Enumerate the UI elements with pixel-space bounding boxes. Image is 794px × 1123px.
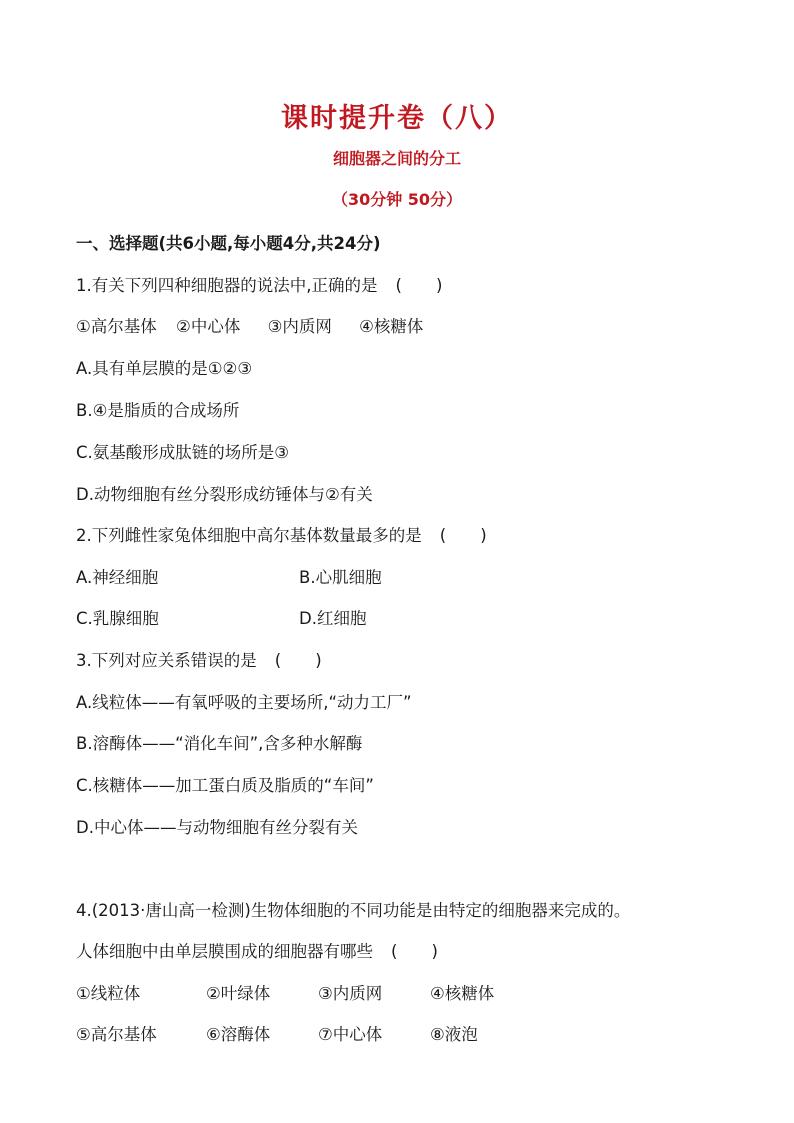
item: ⑤高尔基体 (76, 1025, 157, 1044)
question-2-options-row-1 (76, 564, 676, 588)
page-subtitle: 细胞器之间的分工 (332, 149, 461, 168)
answer-blank: ( ) (439, 526, 487, 545)
item: ②叶绿体 (206, 984, 271, 1003)
question-4-stem-line-2 (76, 938, 438, 962)
option-a: A.具有单层膜的是①②③ (76, 359, 253, 378)
question-stem-text: 1.有关下列四种细胞器的说法中,正确的是 (76, 276, 378, 295)
time-score-line: （30分钟 50分） (331, 190, 463, 209)
question-stem-text: 人体细胞中由单层膜围成的细胞器有哪些 (76, 942, 373, 961)
option-a: A.线粒体——有氧呼吸的主要场所,“动力工厂” (76, 693, 412, 712)
option-d: D.中心体——与动物细胞有丝分裂有关 (76, 818, 358, 837)
item: ④核糖体 (359, 317, 424, 336)
item: ③内质网 (318, 984, 383, 1003)
answer-blank: ( ) (391, 942, 438, 961)
question-1-stem (76, 272, 442, 296)
option-d: D.动物细胞有丝分裂形成纺锤体与②有关 (76, 485, 373, 504)
option-a: A.神经细胞 (76, 568, 159, 587)
item: ⑧液泡 (430, 1025, 478, 1044)
option-d: D.红细胞 (299, 609, 367, 628)
item: ⑥溶酶体 (206, 1025, 271, 1044)
section-heading: 一、选择题(共6小题,每小题4分,共24分) (76, 234, 381, 253)
item: ④核糖体 (430, 984, 495, 1003)
page-title: 课时提升卷（八） (281, 103, 513, 134)
option-c: C.乳腺细胞 (76, 609, 159, 628)
item: ①高尔基体 (76, 317, 157, 336)
option-b: B.④是脂质的合成场所 (76, 401, 240, 420)
question-1-items (76, 313, 423, 337)
item: ③内质网 (267, 317, 332, 336)
answer-blank: ( ) (274, 651, 322, 670)
option-c: C.氨基酸形成肽链的场所是③ (76, 443, 290, 462)
question-2-stem (76, 522, 487, 546)
option-c: C.核糖体——加工蛋白质及脂质的“车间” (76, 776, 374, 795)
option-b: B.溶酶体——“消化车间”,含多种水解酶 (76, 734, 363, 753)
item: ①线粒体 (76, 984, 141, 1003)
question-stem-text: 3.下列对应关系错误的是 (76, 651, 257, 670)
option-b: B.心肌细胞 (299, 568, 382, 587)
question-3-stem (76, 647, 322, 671)
question-2-options-row-2 (76, 605, 676, 629)
item: ⑦中心体 (318, 1025, 383, 1044)
question-4-items-row-2 (76, 1021, 478, 1045)
answer-blank: ( ) (395, 276, 443, 295)
question-4-stem-line-1: 4.(2013·唐山高一检测)生物体细胞的不同功能是由特定的细胞器来完成的。 (76, 901, 631, 920)
question-stem-text: 2.下列雌性家兔体细胞中高尔基体数量最多的是 (76, 526, 422, 545)
question-4-items-row-1 (76, 980, 494, 1004)
item: ②中心体 (176, 317, 241, 336)
